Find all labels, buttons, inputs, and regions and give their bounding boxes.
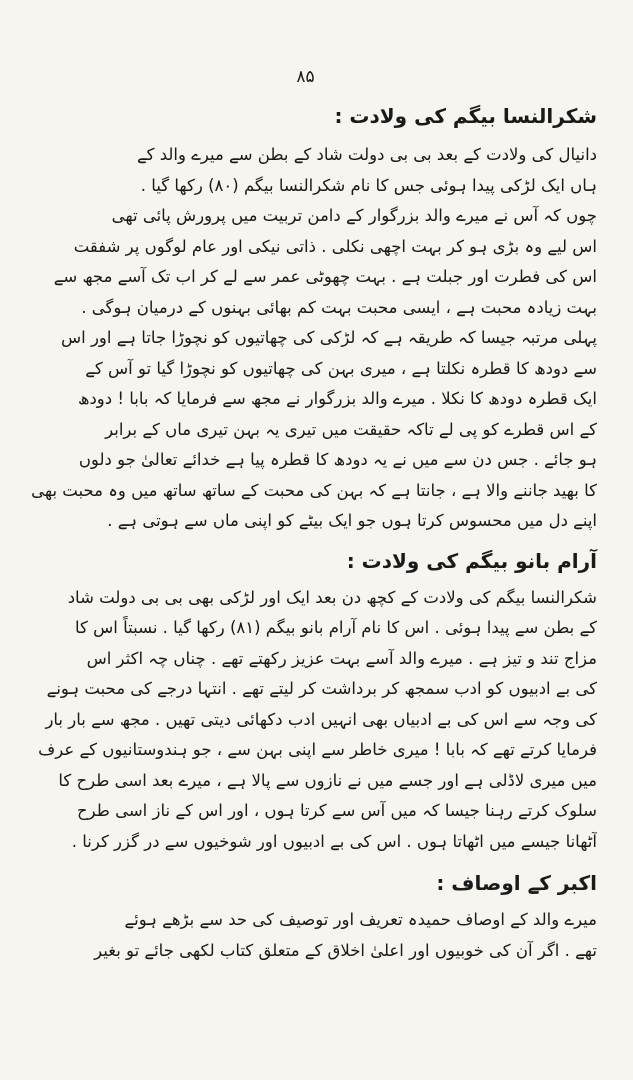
text-line: سلوک کرتے رہنا جیسا کہ میں آس سے کرتا ہوں ، اور اس کے ناز اسی طرح	[76, 801, 597, 820]
text-line: کے بطن سے پیدا ہوئی . اس کا نام آرام بانو بیگم (۸۱) رکھا گیا . نسبتاً اس کا	[75, 618, 597, 637]
text-line: آٹھانا جیسے میں اٹھاتا ہوں . اس کی بے ادبیوں اور شوخیوں سے در گزر کرنا .	[71, 831, 597, 851]
page-number: ۸۵	[296, 67, 315, 87]
text-line: ایک قطرہ دودھ کا نکلا . میرے والد بزرگوار نے مجھ سے فرمایا کہ بابا ! دودھ	[77, 389, 597, 408]
text-line: سے دودھ کا قطرہ نکلتا ہے ، میری بہن کی چھاتیوں کو نچوڑا گیا تو آس کے	[85, 358, 597, 378]
text-line: ہاں ایک لڑکی پیدا ہوئی جس کا نام شکرالنسا بیگم (۸۰) رکھا گیا .	[140, 175, 597, 195]
text-line: کے اس قطرے کو پی لے تاکہ حقیقت میں تیری یہ بہن تیری ماں کے برابر	[105, 419, 597, 439]
text-line: مزاج تند و تیز ہے . میرے والد آسے بہت عزیز رکھتے تھے . چناں چہ اکثر اس	[86, 648, 597, 668]
text-line: دانیال کی ولادت کے بعد بی بی دولت شاد کے بطن سے میرے والد کے	[136, 145, 597, 164]
section-heading: شکرالنسا بیگم کی ولادت :	[334, 104, 597, 128]
section-aram-banu-birth	[14, 543, 597, 858]
text-line: اس لیے وہ بڑی ہو کر بہت اچھی نکلی . ذاتی نیکی اور عام لوگوں پر شفقت	[73, 236, 597, 256]
text-line: اپنے دل میں محسوس کرتا ہوں جو ایک بیٹے کو اپنی ماں سے ہوتی ہے .	[107, 511, 597, 530]
section-akbar-virtues	[14, 865, 597, 966]
section-shukrunnisa-birth	[14, 98, 597, 537]
text-line: کا بھید جاننے والا ہے ، جانتا ہے کہ بہن کی محبت کے ساتھ ساتھ میں وہ محبت بھی	[31, 480, 597, 500]
text-line: پہلی مرتبہ جیسا کہ طریقہ ہے کہ لڑکی کی چھاتیوں کو نچوڑا جاتا ہے اور اس	[60, 328, 597, 347]
text-line: میرے والد کے اوصاف حمیدہ تعریف اور توصیف کی حد سے بڑھے ہوئے	[124, 910, 597, 929]
text-line: تھے . اگر آن کی خوبیوں اور اعلیٰ اخلاق کے متعلق کتاب لکھی جائے تو بغیر	[94, 940, 597, 960]
section-heading: اکبر کے اوصاف :	[436, 871, 597, 895]
text-line: اس کی فطرت اور جبلت ہے . بہت چھوٹی عمر سے لے کر اب تک آسے مجھ سے	[53, 267, 597, 286]
paragraph	[14, 140, 597, 537]
text-line: بہت زیادہ محبت ہے ، ایسی محبت بہت کم بھائی بہنوں کے درمیان ہوگی .	[81, 297, 597, 317]
paragraph	[14, 583, 597, 858]
text-line: ہو جائے . جس دن سے میں نے یہ دودھ کا قطرہ پیا ہے خدائے تعالیٰ جو دلوں	[78, 450, 597, 469]
section-heading: آرام بانو بیگم کی ولادت :	[346, 548, 597, 573]
paragraph	[14, 905, 597, 966]
text-line: چوں کہ آس نے میرے والد بزرگوار کے دامن تربیت میں پرورش پائی تھی	[111, 206, 597, 225]
text-line: کی بے ادبیوں کو ادب سمجھ کر برداشت کر لیتے تھے . انتہا درجے کی محبت ہونے	[46, 679, 597, 698]
text-line: میں میری لاڈلی ہے اور جسے میں نے نازوں سے پالا ہے ، میرے بعد اسی طرح کا	[58, 770, 597, 790]
text-line: شکرالنسا بیگم کی ولادت کے کچھ دن بعد ایک اور لڑکی بھی بی بی دولت شاد	[67, 587, 597, 607]
text-line: کی وجہ سے اس کی بے ادبیاں بھی انہیں ادب دکھائی دیتی تھیں . مجھ سے بار بار	[45, 709, 597, 729]
text-line: فرمایا کرتے تھے کہ بابا ! میری خاطر سے اپنی بہن سے ، جو ہندوستانیوں کے عرف	[38, 740, 597, 759]
